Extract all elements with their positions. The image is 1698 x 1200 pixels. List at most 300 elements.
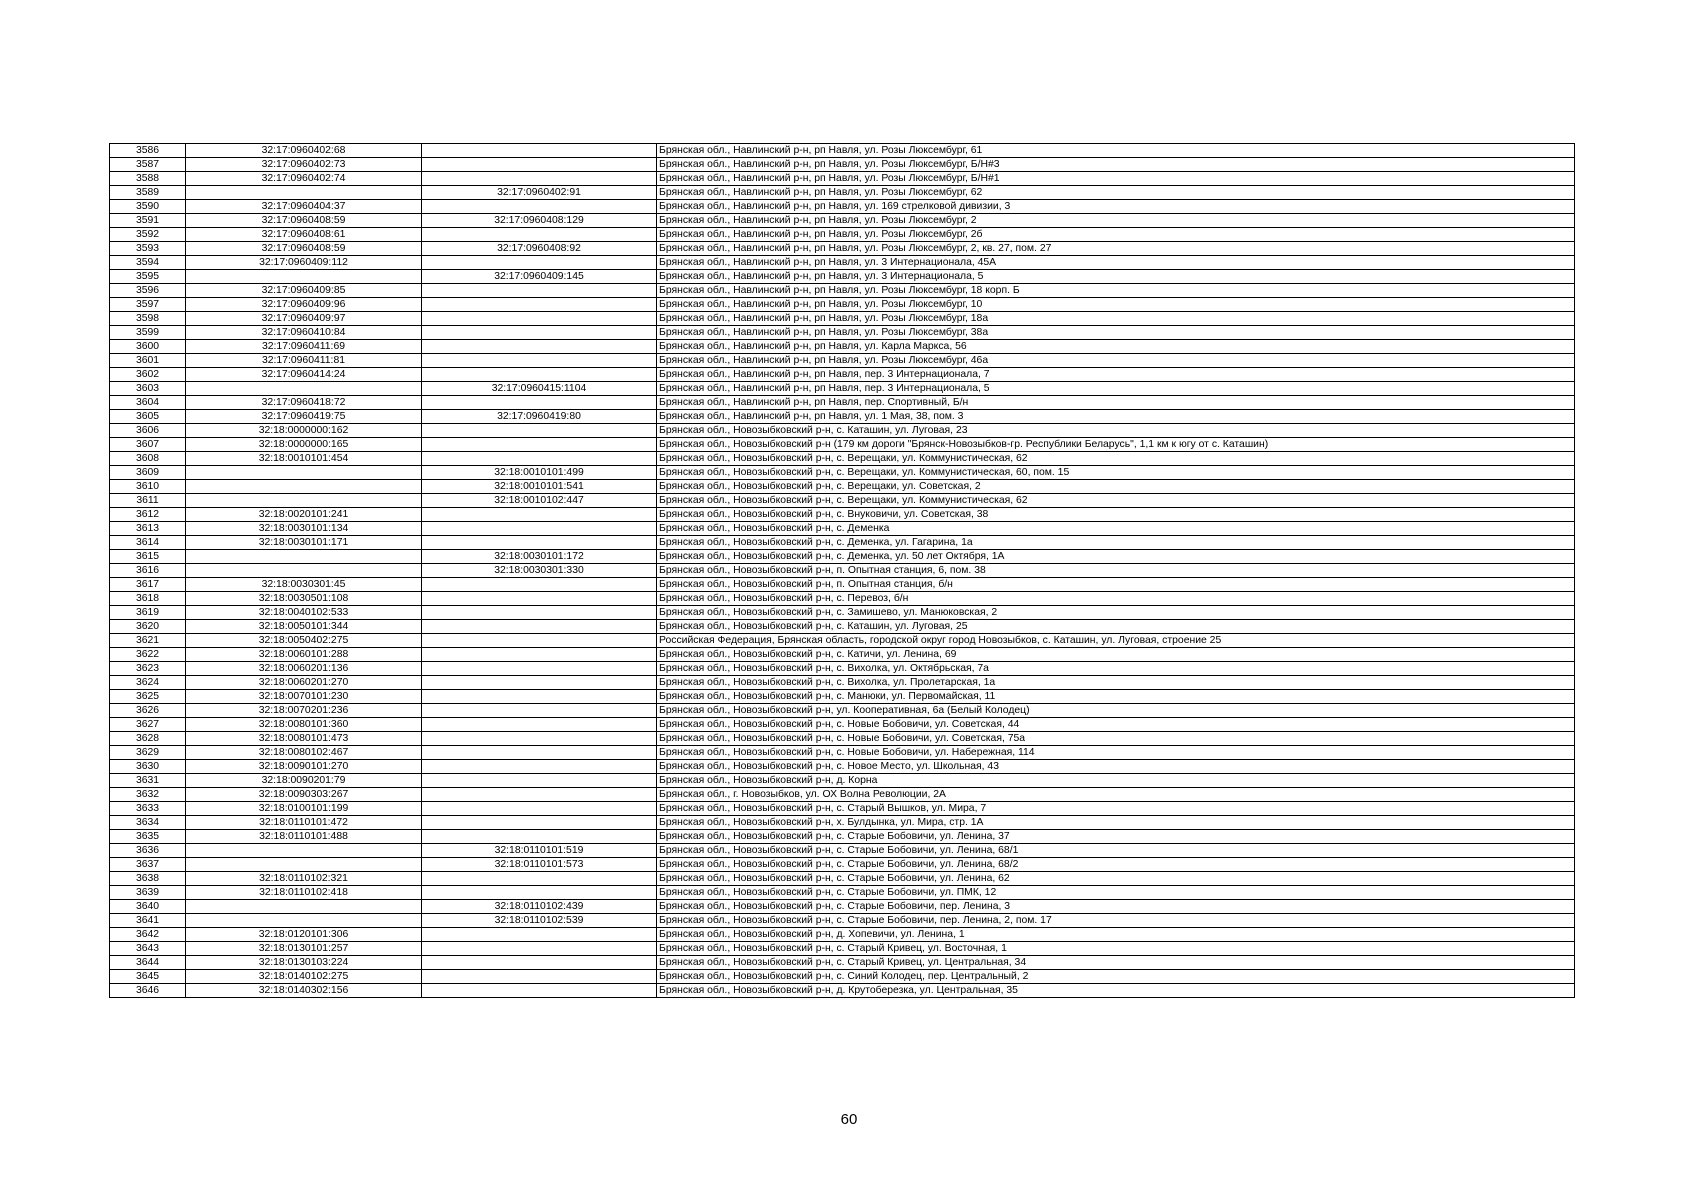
address-cell: Брянская обл., Новозыбковский р-н, с. Деменка, ул. 50 лет Октября, 1А xyxy=(657,550,1575,564)
table-row xyxy=(110,284,1575,298)
row-number-cell: 3631 xyxy=(110,774,186,788)
table-row xyxy=(110,522,1575,536)
object-cadastral-number-cell: 32:18:0030301:330 xyxy=(422,564,657,578)
table-row xyxy=(110,648,1575,662)
address-cell: Брянская обл., Новозыбковский р-н, с. Замишево, ул. Манюковская, 2 xyxy=(657,606,1575,620)
object-cadastral-number-cell: 32:18:0030101:172 xyxy=(422,550,657,564)
land-cadastral-number-cell: 32:18:0090303:267 xyxy=(186,788,422,802)
address-cell: Брянская обл., Новозыбковский р-н, с. Перевоз, б/н xyxy=(657,592,1575,606)
land-cadastral-number-cell: 32:18:0120101:306 xyxy=(186,928,422,942)
object-cadastral-number-cell: 32:17:0960408:129 xyxy=(422,214,657,228)
land-cadastral-number-cell: 32:18:0080102:467 xyxy=(186,746,422,760)
object-cadastral-number-cell xyxy=(422,172,657,186)
object-cadastral-number-cell: 32:18:0110102:439 xyxy=(422,900,657,914)
row-number-cell: 3626 xyxy=(110,704,186,718)
table-row xyxy=(110,144,1575,158)
row-number-cell: 3599 xyxy=(110,326,186,340)
table-row xyxy=(110,732,1575,746)
object-cadastral-number-cell xyxy=(422,802,657,816)
table-row xyxy=(110,592,1575,606)
land-cadastral-number-cell: 32:18:0090201:79 xyxy=(186,774,422,788)
land-cadastral-number-cell: 32:17:0960411:69 xyxy=(186,340,422,354)
address-cell: Брянская обл., Навлинский р-н, рп Навля, ул. Розы Люксембург, 61 xyxy=(657,144,1575,158)
address-cell: Брянская обл., Новозыбковский р-н, с. Верещаки, ул. Коммунистическая, 62 xyxy=(657,452,1575,466)
row-number-cell: 3633 xyxy=(110,802,186,816)
object-cadastral-number-cell xyxy=(422,788,657,802)
object-cadastral-number-cell: 32:18:0010101:499 xyxy=(422,466,657,480)
table-row xyxy=(110,578,1575,592)
object-cadastral-number-cell xyxy=(422,158,657,172)
address-cell: Брянская обл., Новозыбковский р-н, с. Старые Бобовичи, ул. Ленина, 62 xyxy=(657,872,1575,886)
table-row xyxy=(110,858,1575,872)
object-cadastral-number-cell: 32:18:0010101:541 xyxy=(422,480,657,494)
row-number-cell: 3645 xyxy=(110,970,186,984)
row-number-cell: 3635 xyxy=(110,830,186,844)
object-cadastral-number-cell xyxy=(422,536,657,550)
address-cell: Брянская обл., Новозыбковский р-н, с. Новые Бобовичи, ул. Набережная, 114 xyxy=(657,746,1575,760)
row-number-cell: 3615 xyxy=(110,550,186,564)
registry-table-body xyxy=(110,144,1575,998)
address-cell: Брянская обл., Навлинский р-н, рп Навля, ул. Розы Люксембург, 2, кв. 27, пом. 27 xyxy=(657,242,1575,256)
row-number-cell: 3592 xyxy=(110,228,186,242)
object-cadastral-number-cell xyxy=(422,256,657,270)
land-cadastral-number-cell: 32:17:0960408:59 xyxy=(186,214,422,228)
row-number-cell: 3600 xyxy=(110,340,186,354)
address-cell: Брянская обл., Новозыбковский р-н, с. Вихолка, ул. Пролетарская, 1а xyxy=(657,676,1575,690)
row-number-cell: 3589 xyxy=(110,186,186,200)
address-cell: Брянская обл., Навлинский р-н, рп Навля, ул. Розы Люксембург, 18а xyxy=(657,312,1575,326)
land-cadastral-number-cell xyxy=(186,186,422,200)
row-number-cell: 3644 xyxy=(110,956,186,970)
land-cadastral-number-cell: 32:17:0960409:112 xyxy=(186,256,422,270)
object-cadastral-number-cell: 32:18:0110101:519 xyxy=(422,844,657,858)
object-cadastral-number-cell xyxy=(422,354,657,368)
object-cadastral-number-cell: 32:17:0960409:145 xyxy=(422,270,657,284)
address-cell: Брянская обл., Навлинский р-н, рп Навля, пер. 3 Интернационала, 5 xyxy=(657,382,1575,396)
row-number-cell: 3588 xyxy=(110,172,186,186)
land-cadastral-number-cell: 32:18:0030101:171 xyxy=(186,536,422,550)
table-row xyxy=(110,312,1575,326)
object-cadastral-number-cell xyxy=(422,760,657,774)
table-row xyxy=(110,788,1575,802)
row-number-cell: 3620 xyxy=(110,620,186,634)
land-cadastral-number-cell: 32:18:0060201:270 xyxy=(186,676,422,690)
land-cadastral-number-cell: 32:18:0140102:275 xyxy=(186,970,422,984)
row-number-cell: 3611 xyxy=(110,494,186,508)
land-cadastral-number-cell: 32:18:0080101:473 xyxy=(186,732,422,746)
land-cadastral-number-cell: 32:18:0050402:275 xyxy=(186,634,422,648)
land-cadastral-number-cell: 32:17:0960409:97 xyxy=(186,312,422,326)
table-row xyxy=(110,382,1575,396)
land-cadastral-number-cell: 32:17:0960411:81 xyxy=(186,354,422,368)
row-number-cell: 3643 xyxy=(110,942,186,956)
address-cell: Брянская обл., Новозыбковский р-н, п. Опытная станция, 6, пом. 38 xyxy=(657,564,1575,578)
row-number-cell: 3607 xyxy=(110,438,186,452)
row-number-cell: 3634 xyxy=(110,816,186,830)
table-row xyxy=(110,984,1575,998)
table-row xyxy=(110,186,1575,200)
land-cadastral-number-cell xyxy=(186,382,422,396)
row-number-cell: 3627 xyxy=(110,718,186,732)
table-row xyxy=(110,802,1575,816)
object-cadastral-number-cell: 32:17:0960408:92 xyxy=(422,242,657,256)
land-cadastral-number-cell: 32:18:0050101:344 xyxy=(186,620,422,634)
address-cell: Брянская обл., Новозыбковский р-н, с. Манюки, ул. Первомайская, 11 xyxy=(657,690,1575,704)
table-row xyxy=(110,704,1575,718)
land-cadastral-number-cell: 32:18:0130103:224 xyxy=(186,956,422,970)
row-number-cell: 3623 xyxy=(110,662,186,676)
object-cadastral-number-cell xyxy=(422,928,657,942)
table-row xyxy=(110,676,1575,690)
table-row xyxy=(110,844,1575,858)
table-row xyxy=(110,340,1575,354)
row-number-cell: 3593 xyxy=(110,242,186,256)
object-cadastral-number-cell xyxy=(422,228,657,242)
address-cell: Брянская обл., Новозыбковский р-н, с. Каташин, ул. Луговая, 25 xyxy=(657,620,1575,634)
table-row xyxy=(110,620,1575,634)
land-cadastral-number-cell xyxy=(186,844,422,858)
row-number-cell: 3598 xyxy=(110,312,186,326)
row-number-cell: 3625 xyxy=(110,690,186,704)
table-row xyxy=(110,634,1575,648)
address-cell: Брянская обл., Новозыбковский р-н, с. Старые Бобовичи, пер. Ленина, 3 xyxy=(657,900,1575,914)
table-row xyxy=(110,480,1575,494)
row-number-cell: 3605 xyxy=(110,410,186,424)
table-row xyxy=(110,606,1575,620)
row-number-cell: 3591 xyxy=(110,214,186,228)
object-cadastral-number-cell xyxy=(422,606,657,620)
address-cell: Брянская обл., Новозыбковский р-н, д. Крутоберезка, ул. Центральная, 35 xyxy=(657,984,1575,998)
object-cadastral-number-cell xyxy=(422,872,657,886)
object-cadastral-number-cell: 32:17:0960402:91 xyxy=(422,186,657,200)
table-row xyxy=(110,466,1575,480)
table-row xyxy=(110,774,1575,788)
row-number-cell: 3606 xyxy=(110,424,186,438)
table-row xyxy=(110,424,1575,438)
object-cadastral-number-cell xyxy=(422,424,657,438)
land-cadastral-number-cell: 32:17:0960408:59 xyxy=(186,242,422,256)
table-row xyxy=(110,914,1575,928)
address-cell: Брянская обл., Навлинский р-н, рп Навля, ул. Розы Люксембург, 62 xyxy=(657,186,1575,200)
row-number-cell: 3590 xyxy=(110,200,186,214)
object-cadastral-number-cell xyxy=(422,816,657,830)
row-number-cell: 3613 xyxy=(110,522,186,536)
row-number-cell: 3604 xyxy=(110,396,186,410)
object-cadastral-number-cell xyxy=(422,284,657,298)
object-cadastral-number-cell xyxy=(422,620,657,634)
row-number-cell: 3637 xyxy=(110,858,186,872)
object-cadastral-number-cell xyxy=(422,830,657,844)
address-cell: Брянская обл., Новозыбковский р-н, х. Булдынка, ул. Мира, стр. 1А xyxy=(657,816,1575,830)
object-cadastral-number-cell xyxy=(422,522,657,536)
object-cadastral-number-cell xyxy=(422,200,657,214)
land-cadastral-number-cell: 32:17:0960409:96 xyxy=(186,298,422,312)
address-cell: Брянская обл., Навлинский р-н, рп Навля, ул. 3 Интернационала, 5 xyxy=(657,270,1575,284)
address-cell: Брянская обл., Новозыбковский р-н, с. Старые Бобовичи, ул. Ленина, 68/2 xyxy=(657,858,1575,872)
object-cadastral-number-cell xyxy=(422,676,657,690)
row-number-cell: 3603 xyxy=(110,382,186,396)
row-number-cell: 3638 xyxy=(110,872,186,886)
land-cadastral-number-cell: 32:18:0030301:45 xyxy=(186,578,422,592)
land-cadastral-number-cell xyxy=(186,480,422,494)
table-row xyxy=(110,256,1575,270)
address-cell: Брянская обл., Новозыбковский р-н, с. Катичи, ул. Ленина, 69 xyxy=(657,648,1575,662)
address-cell: Брянская обл., г. Новозыбков, ул. ОХ Волна Революции, 2А xyxy=(657,788,1575,802)
land-cadastral-number-cell: 32:18:0110102:418 xyxy=(186,886,422,900)
address-cell: Брянская обл., Новозыбковский р-н, с. Синий Колодец, пер. Центральный, 2 xyxy=(657,970,1575,984)
object-cadastral-number-cell xyxy=(422,592,657,606)
land-cadastral-number-cell: 32:17:0960408:61 xyxy=(186,228,422,242)
address-cell: Брянская обл., Навлинский р-н, рп Навля, ул. Розы Люксембург, 46а xyxy=(657,354,1575,368)
land-cadastral-number-cell xyxy=(186,564,422,578)
row-number-cell: 3619 xyxy=(110,606,186,620)
row-number-cell: 3646 xyxy=(110,984,186,998)
table-row xyxy=(110,536,1575,550)
address-cell: Брянская обл., Навлинский р-н, рп Навля, пер. 3 Интернационала, 7 xyxy=(657,368,1575,382)
land-cadastral-number-cell: 32:18:0010101:454 xyxy=(186,452,422,466)
address-cell: Брянская обл., Новозыбковский р-н, ул. Кооперативная, 6а (Белый Колодец) xyxy=(657,704,1575,718)
row-number-cell: 3601 xyxy=(110,354,186,368)
object-cadastral-number-cell xyxy=(422,690,657,704)
land-cadastral-number-cell: 32:18:0130101:257 xyxy=(186,942,422,956)
address-cell: Брянская обл., Новозыбковский р-н, с. Верещаки, ул. Советская, 2 xyxy=(657,480,1575,494)
land-cadastral-number-cell: 32:18:0060201:136 xyxy=(186,662,422,676)
row-number-cell: 3621 xyxy=(110,634,186,648)
row-number-cell: 3624 xyxy=(110,676,186,690)
address-cell: Брянская обл., Навлинский р-н, рп Навля, ул. 3 Интернационала, 45А xyxy=(657,256,1575,270)
object-cadastral-number-cell xyxy=(422,648,657,662)
row-number-cell: 3642 xyxy=(110,928,186,942)
row-number-cell: 3602 xyxy=(110,368,186,382)
row-number-cell: 3630 xyxy=(110,760,186,774)
object-cadastral-number-cell: 32:18:0110101:573 xyxy=(422,858,657,872)
table-row xyxy=(110,270,1575,284)
table-row xyxy=(110,494,1575,508)
land-cadastral-number-cell xyxy=(186,270,422,284)
object-cadastral-number-cell xyxy=(422,886,657,900)
land-cadastral-number-cell: 32:18:0070201:236 xyxy=(186,704,422,718)
address-cell: Брянская обл., Навлинский р-н, рп Навля, ул. Розы Люксембург, 2б xyxy=(657,228,1575,242)
object-cadastral-number-cell xyxy=(422,746,657,760)
row-number-cell: 3586 xyxy=(110,144,186,158)
table-row xyxy=(110,508,1575,522)
land-cadastral-number-cell: 32:18:0040102:533 xyxy=(186,606,422,620)
object-cadastral-number-cell: 32:18:0010102:447 xyxy=(422,494,657,508)
table-row xyxy=(110,956,1575,970)
row-number-cell: 3641 xyxy=(110,914,186,928)
table-row xyxy=(110,452,1575,466)
land-cadastral-number-cell: 32:18:0140302:156 xyxy=(186,984,422,998)
object-cadastral-number-cell xyxy=(422,634,657,648)
table-row xyxy=(110,970,1575,984)
object-cadastral-number-cell xyxy=(422,368,657,382)
table-row xyxy=(110,816,1575,830)
land-cadastral-number-cell: 32:17:0960414:24 xyxy=(186,368,422,382)
address-cell: Брянская обл., Новозыбковский р-н, с. Старые Бобовичи, ул. Ленина, 37 xyxy=(657,830,1575,844)
object-cadastral-number-cell xyxy=(422,984,657,998)
row-number-cell: 3622 xyxy=(110,648,186,662)
address-cell: Брянская обл., Новозыбковский р-н, с. Деменка xyxy=(657,522,1575,536)
land-cadastral-number-cell xyxy=(186,900,422,914)
address-cell: Брянская обл., Навлинский р-н, рп Навля, ул. 1 Мая, 38, пом. 3 xyxy=(657,410,1575,424)
table-row xyxy=(110,242,1575,256)
row-number-cell: 3640 xyxy=(110,900,186,914)
row-number-cell: 3616 xyxy=(110,564,186,578)
row-number-cell: 3609 xyxy=(110,466,186,480)
land-cadastral-number-cell xyxy=(186,550,422,564)
object-cadastral-number-cell xyxy=(422,340,657,354)
table-row xyxy=(110,200,1575,214)
object-cadastral-number-cell: 32:18:0110102:539 xyxy=(422,914,657,928)
table-row xyxy=(110,298,1575,312)
table-row xyxy=(110,228,1575,242)
land-cadastral-number-cell: 32:18:0070101:230 xyxy=(186,690,422,704)
row-number-cell: 3629 xyxy=(110,746,186,760)
address-cell: Брянская обл., Новозыбковский р-н, с. Старые Бобовичи, ул. Ленина, 68/1 xyxy=(657,844,1575,858)
table-row xyxy=(110,410,1575,424)
table-row xyxy=(110,172,1575,186)
land-cadastral-number-cell: 32:18:0060101:288 xyxy=(186,648,422,662)
table-row xyxy=(110,746,1575,760)
object-cadastral-number-cell: 32:17:0960419:80 xyxy=(422,410,657,424)
land-cadastral-number-cell: 32:18:0110101:488 xyxy=(186,830,422,844)
address-cell: Брянская обл., Новозыбковский р-н, с. Старый Кривец, ул. Восточная, 1 xyxy=(657,942,1575,956)
object-cadastral-number-cell xyxy=(422,144,657,158)
address-cell: Брянская обл., Новозыбковский р-н, с. Новые Бобовичи, ул. Советская, 44 xyxy=(657,718,1575,732)
address-cell: Брянская обл., Навлинский р-н, рп Навля, ул. Розы Люксембург, 2 xyxy=(657,214,1575,228)
address-cell: Российская Федерация, Брянская область, городской округ город Новозыбков, с. Каташин, ул. Луговая, строение 25 xyxy=(657,634,1575,648)
table-row xyxy=(110,928,1575,942)
land-cadastral-number-cell xyxy=(186,858,422,872)
address-cell: Брянская обл., Новозыбковский р-н (179 км дороги "Брянск-Новозыбков-гр. Республики Беларусь", 1,1 км к югу от с. Каташин) xyxy=(657,438,1575,452)
address-cell: Брянская обл., Навлинский р-н, рп Навля, ул. Розы Люксембург, Б/Н#1 xyxy=(657,172,1575,186)
object-cadastral-number-cell xyxy=(422,956,657,970)
object-cadastral-number-cell xyxy=(422,718,657,732)
row-number-cell: 3587 xyxy=(110,158,186,172)
land-cadastral-number-cell: 32:18:0100101:199 xyxy=(186,802,422,816)
table-row xyxy=(110,662,1575,676)
address-cell: Брянская обл., Новозыбковский р-н, с. Старый Вышков, ул. Мира, 7 xyxy=(657,802,1575,816)
address-cell: Брянская обл., Навлинский р-н, рп Навля, пер. Спортивный, Б/н xyxy=(657,396,1575,410)
object-cadastral-number-cell xyxy=(422,508,657,522)
address-cell: Брянская обл., Новозыбковский р-н, д. Хопевичи, ул. Ленина, 1 xyxy=(657,928,1575,942)
address-cell: Брянская обл., Навлинский р-н, рп Навля, ул. Розы Люксембург, 18 корп. Б xyxy=(657,284,1575,298)
object-cadastral-number-cell xyxy=(422,732,657,746)
land-cadastral-number-cell: 32:17:0960409:85 xyxy=(186,284,422,298)
address-cell: Брянская обл., Навлинский р-н, рп Навля, ул. Розы Люксембург, Б/Н#3 xyxy=(657,158,1575,172)
row-number-cell: 3632 xyxy=(110,788,186,802)
row-number-cell: 3594 xyxy=(110,256,186,270)
table-row xyxy=(110,396,1575,410)
land-cadastral-number-cell xyxy=(186,494,422,508)
address-cell: Брянская обл., Новозыбковский р-н, с. Вихолка, ул. Октябрьская, 7а xyxy=(657,662,1575,676)
table-row xyxy=(110,438,1575,452)
row-number-cell: 3636 xyxy=(110,844,186,858)
table-row xyxy=(110,718,1575,732)
land-cadastral-number-cell xyxy=(186,466,422,480)
object-cadastral-number-cell xyxy=(422,326,657,340)
land-cadastral-number-cell: 32:17:0960404:37 xyxy=(186,200,422,214)
object-cadastral-number-cell: 32:17:0960415:1104 xyxy=(422,382,657,396)
table-row xyxy=(110,564,1575,578)
object-cadastral-number-cell xyxy=(422,942,657,956)
address-cell: Брянская обл., Новозыбковский р-н, п. Опытная станция, б/н xyxy=(657,578,1575,592)
address-cell: Брянская обл., Новозыбковский р-н, с. Внуковичи, ул. Советская, 38 xyxy=(657,508,1575,522)
row-number-cell: 3596 xyxy=(110,284,186,298)
land-cadastral-number-cell: 32:18:0020101:241 xyxy=(186,508,422,522)
land-cadastral-number-cell: 32:17:0960402:74 xyxy=(186,172,422,186)
object-cadastral-number-cell xyxy=(422,438,657,452)
address-cell: Брянская обл., Новозыбковский р-н, с. Новые Бобовичи, ул. Советская, 75а xyxy=(657,732,1575,746)
address-cell: Брянская обл., Навлинский р-н, рп Навля, ул. Розы Люксембург, 10 xyxy=(657,298,1575,312)
land-cadastral-number-cell: 32:18:0030101:134 xyxy=(186,522,422,536)
table-row xyxy=(110,214,1575,228)
address-cell: Брянская обл., Новозыбковский р-н, с. Каташин, ул. Луговая, 23 xyxy=(657,424,1575,438)
object-cadastral-number-cell xyxy=(422,312,657,326)
object-cadastral-number-cell xyxy=(422,704,657,718)
land-cadastral-number-cell: 32:17:0960418:72 xyxy=(186,396,422,410)
table-row xyxy=(110,326,1575,340)
address-cell: Брянская обл., Новозыбковский р-н, с. Новое Место, ул. Школьная, 43 xyxy=(657,760,1575,774)
object-cadastral-number-cell xyxy=(422,774,657,788)
table-row xyxy=(110,760,1575,774)
land-cadastral-number-cell: 32:17:0960410:84 xyxy=(186,326,422,340)
land-cadastral-number-cell: 32:17:0960402:68 xyxy=(186,144,422,158)
address-cell: Брянская обл., Новозыбковский р-н, с. Старые Бобовичи, пер. Ленина, 2, пом. 17 xyxy=(657,914,1575,928)
land-cadastral-number-cell: 32:18:0000000:165 xyxy=(186,438,422,452)
land-cadastral-number-cell: 32:18:0110101:472 xyxy=(186,816,422,830)
table-row xyxy=(110,354,1575,368)
table-row xyxy=(110,830,1575,844)
land-cadastral-number-cell xyxy=(186,914,422,928)
address-cell: Брянская обл., Навлинский р-н, рп Навля, ул. Розы Люксембург, 38а xyxy=(657,326,1575,340)
row-number-cell: 3608 xyxy=(110,452,186,466)
table-row xyxy=(110,550,1575,564)
registry-table xyxy=(109,143,1575,998)
land-cadastral-number-cell: 32:18:0000000:162 xyxy=(186,424,422,438)
row-number-cell: 3610 xyxy=(110,480,186,494)
row-number-cell: 3595 xyxy=(110,270,186,284)
object-cadastral-number-cell xyxy=(422,578,657,592)
table-row xyxy=(110,900,1575,914)
page-number: 60 xyxy=(840,1111,858,1128)
table-row xyxy=(110,368,1575,382)
land-cadastral-number-cell: 32:18:0110102:321 xyxy=(186,872,422,886)
land-cadastral-number-cell: 32:18:0030501:108 xyxy=(186,592,422,606)
address-cell: Брянская обл., Навлинский р-н, рп Навля, ул. 169 стрелковой дивизии, 3 xyxy=(657,200,1575,214)
table-row xyxy=(110,872,1575,886)
address-cell: Брянская обл., Новозыбковский р-н, с. Старые Бобовичи, ул. ПМК, 12 xyxy=(657,886,1575,900)
table-row xyxy=(110,690,1575,704)
address-cell: Брянская обл., Новозыбковский р-н, с. Верещаки, ул. Коммунистическая, 60, пом. 15 xyxy=(657,466,1575,480)
row-number-cell: 3612 xyxy=(110,508,186,522)
address-cell: Брянская обл., Новозыбковский р-н, д. Корна xyxy=(657,774,1575,788)
row-number-cell: 3614 xyxy=(110,536,186,550)
address-cell: Брянская обл., Навлинский р-н, рп Навля, ул. Карла Маркса, 56 xyxy=(657,340,1575,354)
table-row xyxy=(110,942,1575,956)
land-cadastral-number-cell: 32:18:0090101:270 xyxy=(186,760,422,774)
address-cell: Брянская обл., Новозыбковский р-н, с. Верещаки, ул. Коммунистическая, 62 xyxy=(657,494,1575,508)
table-row xyxy=(110,886,1575,900)
row-number-cell: 3628 xyxy=(110,732,186,746)
land-cadastral-number-cell: 32:17:0960402:73 xyxy=(186,158,422,172)
land-cadastral-number-cell: 32:17:0960419:75 xyxy=(186,410,422,424)
row-number-cell: 3618 xyxy=(110,592,186,606)
address-cell: Брянская обл., Новозыбковский р-н, с. Деменка, ул. Гагарина, 1а xyxy=(657,536,1575,550)
table-row xyxy=(110,158,1575,172)
land-cadastral-number-cell: 32:18:0080101:360 xyxy=(186,718,422,732)
object-cadastral-number-cell xyxy=(422,662,657,676)
